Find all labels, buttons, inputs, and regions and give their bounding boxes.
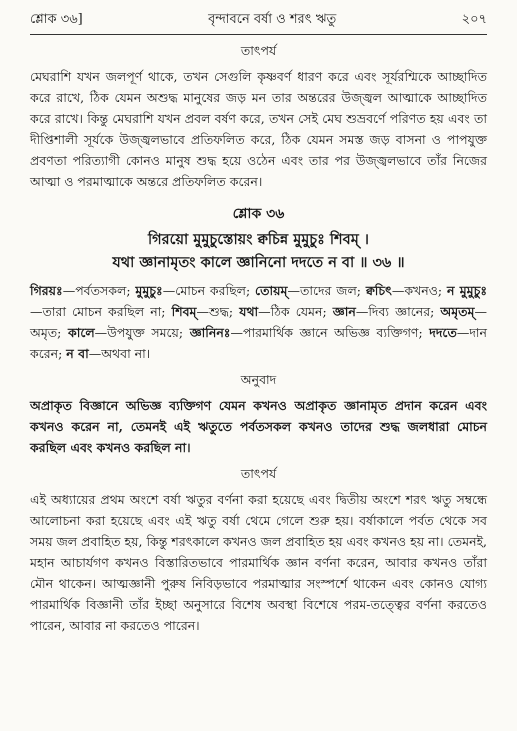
- synonym-word: জ্ঞান: [332, 304, 356, 319]
- synonym-meaning: —মোচন করছিল;: [162, 283, 256, 298]
- verse-line-1: গিরয়ো মুমুচুস্তোয়ং ক্বচিন্ন মুমুচুঃ শিবম্ ।: [148, 231, 369, 248]
- synonym-word: ন বা: [66, 346, 89, 361]
- purport-heading-2: তাৎপর্য: [240, 466, 277, 481]
- synonym-word: ক্বচিৎ: [365, 283, 392, 298]
- verse-title: শ্লোক ৩৬: [232, 206, 285, 222]
- page-header: [30, 10, 487, 32]
- synonym-word: জ্ঞানিনঃ: [189, 325, 231, 340]
- synonym-meaning: —দান করেন;: [30, 325, 487, 361]
- synonym-word: গিরয়ঃ: [30, 283, 63, 298]
- synonym-word: মুমুচুঃ: [135, 283, 163, 298]
- synonym-meaning: —শুদ্ধ;: [196, 304, 240, 319]
- header-page-number: ২০৭: [461, 12, 487, 27]
- header-verse-ref: শ্লোক ৩৬]: [30, 12, 83, 27]
- synonym-meaning: —পর্বতসকল;: [62, 283, 136, 298]
- synonym-word: অমৃতম্: [440, 304, 475, 319]
- synonym-meaning: —উপযুক্ত সময়ে;: [94, 325, 190, 340]
- synonym-meaning: —পারমার্থিক জ্ঞানে অভিজ্ঞ ব্যক্তিগণ;: [230, 325, 430, 340]
- synonym-word: তোয়ম্: [255, 283, 288, 298]
- verse-line-2: যথা জ্ঞানামৃতং কালে জ্ঞানিনো দদতে ন বা ॥ ৩৬ ॥: [112, 254, 405, 271]
- synonym-meaning: —অথবা না।: [88, 346, 151, 361]
- translation-paragraph: অপ্রাকৃত বিজ্ঞানে অভিজ্ঞ ব্যক্তিগণ যেমন কখনও অপ্রাকৃত জ্ঞানামৃত প্রদান করেন এবং কখনও করেন না, তেমনই এই ঋতুতে পর্বতসকল কখনও তাদের শুদ্ধ জলধারা মোচন করছিল এবং কখনও করছিল না।: [30, 398, 487, 455]
- synonym-meaning: —তারা মোচন করছিল না;: [30, 304, 172, 319]
- synonym-word: শিবম্: [171, 304, 197, 319]
- purport-paragraph-2: এই অধ্যায়ের প্রথম অংশে বর্ষা ঋতুর বর্ণনা করা হয়েছে এবং দ্বিতীয় অংশে শরৎ ঋতু সম্বন্ধে আলোচনা করা হয়েছে এবং এই ঋতু বর্ষা থেমে গেলে শুরু হয়। বর্ষাকালে পর্বত থেকে সব সময় জল প্রবাহিত হয়, কিন্তু শরৎকালে কখনও জল প্রবাহিত হয় এবং কখনও হয় না। তেমনই, মহান আচার্যগণ কখনও বিস্তারিতভাবে পারমার্থিক জ্ঞান বর্ণনা করেন, আবার কখনও তাঁরা মৌন থাকেন। আত্মজ্ঞানী পুরুষ নিবিড়ভাবে পরমাত্মার সংস্পর্শে থাকেন এবং কোনও যোগ্য পারমার্থিক বিজ্ঞানী তাঁর ইচ্ছা অনুসারে বিশেষ অবস্থা বিশেষে পরম-তত্ত্বের বর্ণনা করতেও পারেন, আবার না করতেও পারেন।: [30, 492, 487, 633]
- synonym-word: ন মুমুচুঃ: [447, 283, 487, 298]
- synonym-meaning: —দিব্য জ্ঞানের;: [355, 304, 441, 319]
- synonyms-paragraph: [30, 280, 487, 364]
- synonym-meaning: —তাদের জল;: [287, 283, 366, 298]
- purport-paragraph: মেঘরাশি যখন জলপূর্ণ থাকে, তখন সেগুলি কৃষ্ণবর্ণ ধারণ করে এবং সূর্যরশ্মিকে আচ্ছাদিত করে রাখে, ঠিক যেমন অশুদ্ধ মানুষের জড় মন তার অন্তরের উজ্জ্বল আত্মাকে আচ্ছাদিত করে রাখে। কিন্তু মেঘরাশি যখন প্রবল বর্ষণ করে, তখন সেই মেঘ শুভ্রবর্ণে পরিণত হয় এবং তা দীপ্তিশালী সূর্যকে উজ্জ্বলভাবে প্রতিফলিত করে, ঠিক যেমন সমস্ত জড় বাসনা ও পাপযুক্ত প্রবণতা পরিত্যাগী কোনও মানুষ শুদ্ধ হয়ে ওঠেন এবং তার পর উজ্জ্বলভাবে তাঁর নিজের আত্মা ও পরমাত্মাকে অন্তরে প্রতিফলিত করেন।: [30, 69, 487, 189]
- synonym-word: কালে: [67, 325, 95, 340]
- synonym-meaning: —কখনও;: [391, 283, 447, 298]
- purport-heading: তাৎপর্য: [240, 43, 277, 58]
- synonym-meaning: —ঠিক যেমন;: [258, 304, 333, 319]
- synonym-word: যথা: [239, 304, 259, 319]
- header-rule: [30, 34, 487, 35]
- translation-heading: অনুবাদ: [240, 372, 277, 387]
- header-chapter-title: বৃন্দাবনে বর্ষা ও শরৎ ঋতু: [208, 12, 337, 27]
- synonym-word: দদতে: [429, 325, 457, 340]
- synonym-meaning: —অমৃত;: [30, 304, 487, 340]
